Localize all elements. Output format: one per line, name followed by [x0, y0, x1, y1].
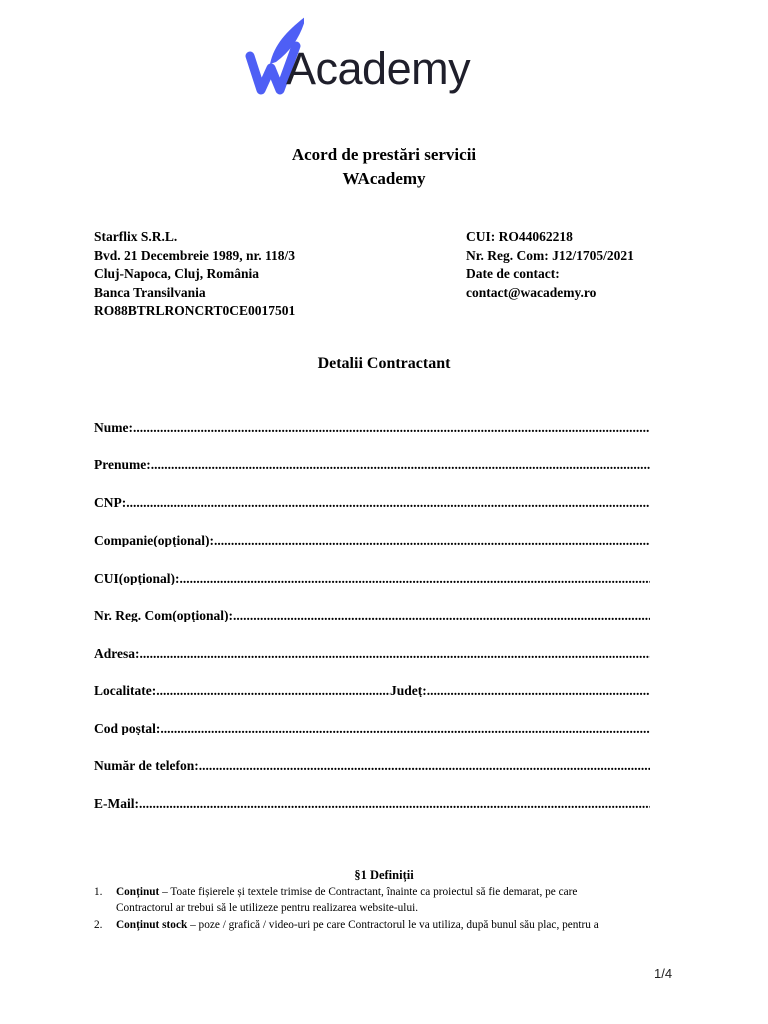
fill-in-dots	[199, 759, 650, 773]
field-label-judet: Județ:	[390, 682, 427, 697]
fill-in-dots	[151, 458, 650, 472]
document-title: Acord de prestări servicii	[291, 145, 477, 164]
field-label: Nr. Reg. Com(opțional):	[94, 607, 233, 622]
field-label: Prenume:	[94, 456, 151, 471]
company-name: Starflix S.R.L.	[94, 229, 178, 244]
company-details-right	[466, 228, 634, 302]
fill-in-dots	[160, 722, 650, 736]
definition-term: Conținut stock	[116, 919, 188, 931]
field-localitate[interactable]	[94, 684, 390, 698]
definition-body: – Toate fișierele și textele trimise de Contractant, înainte ca proiectul să fie demarat, pe care	[159, 886, 578, 898]
field-cnp[interactable]	[94, 489, 650, 509]
fill-in-dots	[133, 421, 650, 435]
field-label: E-Mail:	[94, 795, 139, 810]
wacademy-logo	[244, 8, 514, 100]
field-label: Adresa:	[94, 645, 140, 660]
field-cui[interactable]	[94, 565, 650, 585]
field-companie[interactable]	[94, 527, 650, 547]
fill-in-dots	[140, 647, 651, 661]
company-street: Bvd. 21 Decembreie 1989, nr. 118/3	[94, 247, 295, 263]
fill-in-dots	[139, 797, 650, 811]
company-details-left	[94, 228, 295, 321]
company-iban: RO88BTRLRONCRT0CE0017501	[94, 303, 296, 318]
definition-number: 1.	[94, 886, 103, 898]
company-cui: CUI: RO44062218	[466, 229, 573, 244]
definition-term: Conținut	[116, 886, 160, 898]
definition-body: – poze / grafică / video-uri pe care Contractorul le va utiliza, după bunul său plac, pentru a	[187, 919, 599, 931]
definition-number: 2.	[94, 919, 103, 931]
fill-in-dots	[214, 534, 650, 548]
field-adresa[interactable]	[94, 640, 650, 660]
field-telefon[interactable]	[94, 752, 650, 772]
field-label: Număr de telefon:	[94, 757, 199, 772]
fill-in-dots	[427, 684, 650, 698]
contact-label: Date de contact:	[466, 266, 560, 281]
field-label: Companie(opțional):	[94, 532, 215, 547]
company-city: Cluj-Napoca, Cluj, România	[94, 266, 260, 281]
field-label: CUI(opțional):	[94, 570, 180, 585]
page-number: 1/4	[654, 966, 673, 981]
company-bank: Banca Transilvania	[94, 284, 206, 300]
fill-in-dots	[156, 684, 390, 698]
field-label: Cod poștal:	[94, 720, 161, 735]
contact-email: contact@wacademy.ro	[466, 284, 597, 300]
fill-in-dots	[180, 572, 650, 586]
field-email[interactable]	[94, 790, 650, 810]
field-label: CNP:	[94, 494, 127, 509]
definition-text	[116, 884, 676, 916]
definition-body-continued: Contractorul ar trebui să le utilizeze pentru realizarea website-ului.	[116, 902, 419, 914]
field-localitate-judet[interactable]	[94, 677, 650, 697]
field-nume[interactable]	[94, 414, 650, 434]
definition-text	[116, 917, 676, 933]
field-prenume[interactable]	[94, 451, 650, 471]
field-nr-reg-com[interactable]	[94, 602, 650, 622]
definitions-title: §1 Definiții	[354, 868, 414, 882]
fill-in-dots	[126, 496, 650, 510]
field-cod-postal[interactable]	[94, 715, 650, 735]
contractor-section-title: Detalii Contractant	[317, 355, 451, 372]
document-subtitle: WAcademy	[342, 169, 426, 188]
field-label: Localitate:	[94, 682, 157, 697]
company-reg-com: Nr. Reg. Com: J12/1705/2021	[466, 247, 634, 263]
logo-wordmark: Academy	[286, 43, 471, 94]
field-label: Nume:	[94, 419, 133, 434]
fill-in-dots	[233, 609, 650, 623]
